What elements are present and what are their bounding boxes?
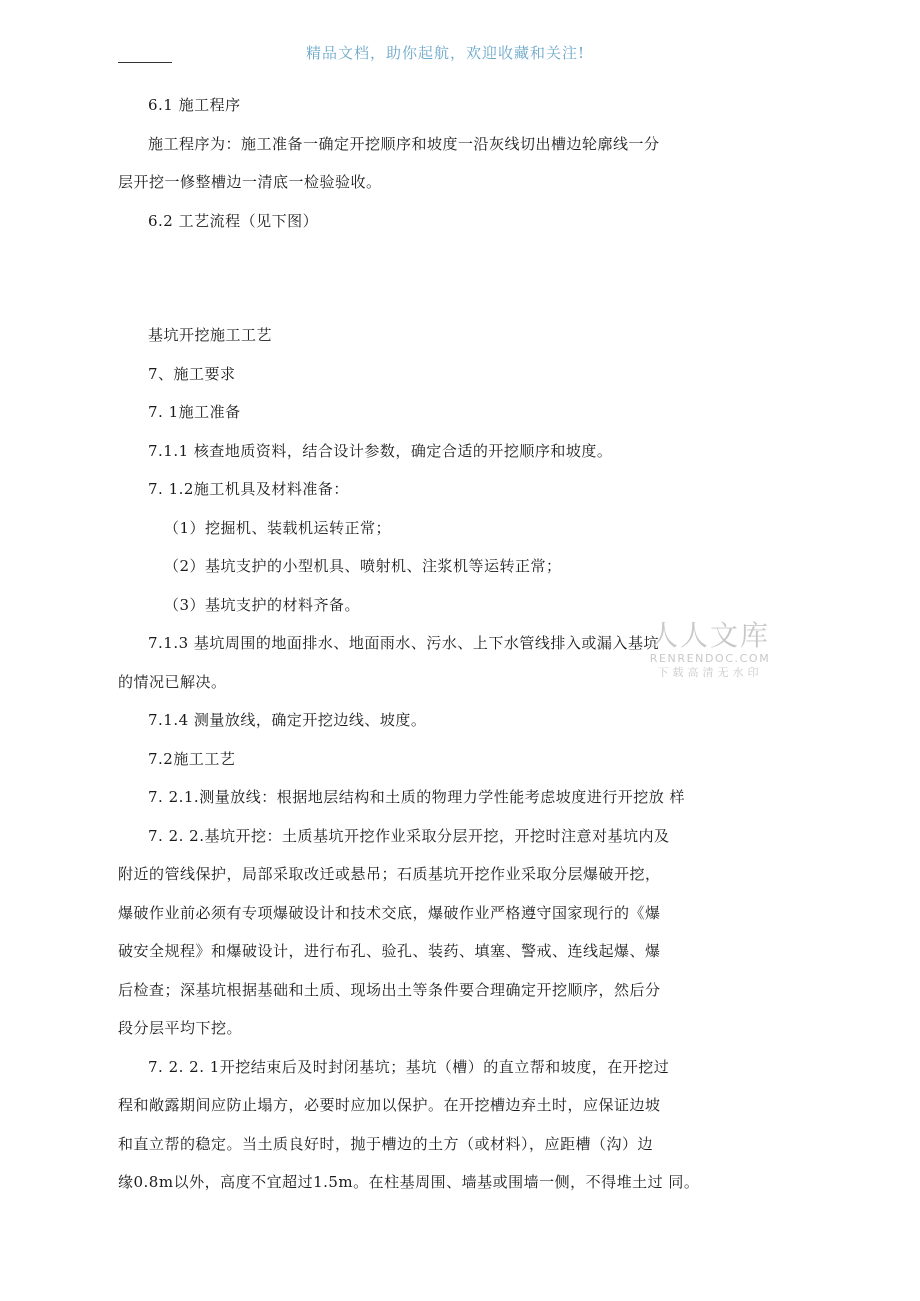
paragraph-line: 7. 2.1.测量放线：根据地层结构和土质的物理力学性能考虑坡度进行开挖放 样	[148, 788, 685, 806]
paragraph-line: 缘0.8m以外，高度不宜超过1.5m。在柱基周围、墙基或围墙一侧，不得堆土过 同。	[118, 1173, 700, 1191]
paragraph-line: 7.1.3 基坑周围的地面排水、地面雨水、污水、上下水管线排入或漏入基坑	[148, 634, 659, 652]
paragraph-line: 施工程序为：施工准备一确定开挖顺序和坡度一沿灰线切出槽边轮廓线一分	[148, 135, 660, 153]
figure-caption: 基坑开挖施工工艺	[148, 326, 273, 344]
paragraph-line: 7.1.4 测量放线，确定开挖边线、坡度。	[148, 711, 427, 729]
paragraph-line: 7. 2. 2. 1开挖结束后及时封闭基坑；基坑（槽）的直立帮和坡度，在开挖过	[148, 1058, 670, 1076]
paragraph-line: 层开挖一修整槽边一清底一检验验收。	[118, 173, 382, 191]
list-item: （1）挖掘机、装载机运转正常；	[164, 519, 392, 537]
section-heading-7-1: 7. 1施工准备	[148, 403, 241, 421]
paragraph-line: 7. 2. 2.基坑开挖：土质基坑开挖作业采取分层开挖，开挖时注意对基坑内及	[148, 827, 670, 845]
section-heading-6-2: 6.2 工艺流程（见下图）	[148, 212, 319, 230]
header-rule	[118, 62, 172, 63]
watermark-tagline: 下载高清无水印	[657, 666, 763, 679]
paragraph-line: 7. 1.2施工机具及材料准备：	[148, 480, 349, 498]
list-item: （3）基坑支护的材料齐备。	[164, 596, 361, 614]
paragraph-line: 后检查；深基坑根据基础和土质、现场出土等条件要合理确定开挖顺序，然后分	[118, 981, 661, 999]
paragraph-line: 爆破作业前必须有专项爆破设计和技术交底，爆破作业严格遵守国家现行的《爆	[118, 904, 661, 922]
list-item: （2）基坑支护的小型机具、喷射机、注浆机等运转正常；	[164, 557, 562, 575]
section-heading-7-2: 7.2施工工艺	[148, 750, 236, 768]
renrendoc-watermark	[646, 620, 774, 680]
section-heading-6-1: 6.1 施工程序	[148, 96, 241, 114]
watermark-url: RENRENDOC.COM	[649, 652, 771, 665]
paragraph-line: 破安全规程》和爆破设计，进行布孔、验孔、装药、填塞、警戒、连线起爆、爆	[118, 942, 661, 960]
paragraph-line: 7.1.1 核查地质资料，结合设计参数，确定合适的开挖顺序和坡度。	[148, 442, 613, 460]
paragraph-line: 附近的管线保护，局部采取改迁或悬吊；石质基坑开挖作业采取分层爆破开挖，	[118, 865, 661, 883]
paragraph-line: 和直立帮的稳定。当土质良好时，抛于槽边的土方（或材料），应距槽（沟）边	[118, 1135, 654, 1153]
paragraph-line: 的情况已解决。	[118, 673, 227, 691]
paragraph-line: 程和敞露期间应防止塌方，必要时应加以保护。在开挖槽边弃土时，应保证边坡	[118, 1096, 661, 1114]
paragraph-line: 段分层平均下挖。	[118, 1019, 243, 1037]
watermark-title: 人人文库	[649, 619, 770, 652]
page-header-slogan: 精品文档，助你起航，欢迎收藏和关注!	[306, 44, 586, 62]
section-heading-7: 7、施工要求	[148, 365, 236, 383]
